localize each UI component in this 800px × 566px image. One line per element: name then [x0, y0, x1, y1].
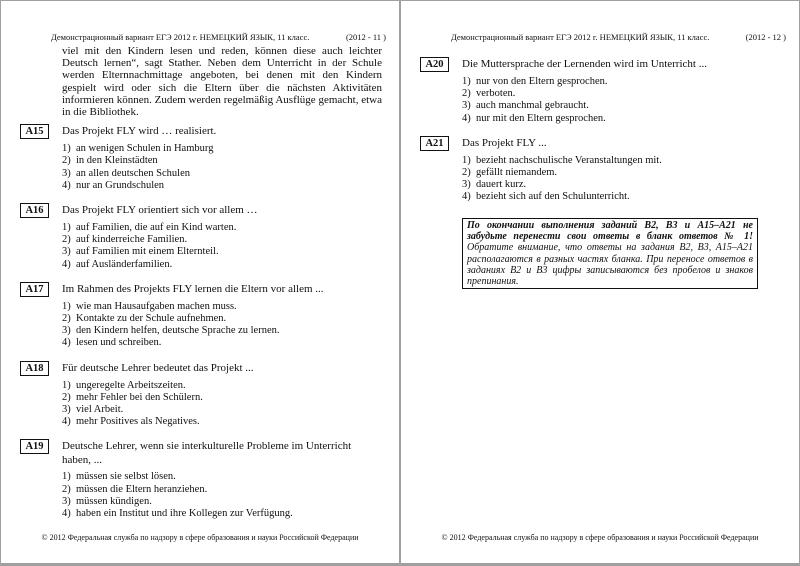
question-id: A16	[20, 203, 49, 218]
question-id: A20	[420, 57, 449, 72]
option-text: bezieht sich auf den Schulunterricht.	[476, 191, 630, 203]
question-a17	[20, 282, 382, 350]
option-list	[462, 155, 782, 204]
option-text: mehr Fehler bei den Schülern.	[76, 391, 203, 403]
question-header	[20, 282, 382, 297]
question-text: Das Projekt FLY ...	[462, 136, 547, 149]
option-item	[62, 143, 382, 155]
page-footer: © 2012 Федеральная служба по надзору в сфере образования и науки Российской Федерации	[441, 533, 759, 542]
option-text: Kontakte zu der Schule aufnehmen.	[76, 313, 227, 325]
option-item	[462, 179, 782, 191]
option-number: 2)	[62, 391, 71, 403]
option-item	[62, 392, 382, 404]
option-number: 2)	[62, 483, 71, 495]
question-a15	[20, 124, 382, 192]
question-a16	[20, 203, 382, 271]
page-number: (2012 - 12 )	[745, 32, 786, 42]
option-list	[62, 143, 382, 192]
option-text: auch manchmal gebraucht.	[476, 100, 589, 112]
option-item	[462, 155, 782, 167]
page-header-row	[51, 32, 386, 42]
option-text: auf kinderreiche Familien.	[76, 234, 188, 246]
option-text: nur von den Eltern gesprochen.	[476, 76, 608, 87]
option-item	[62, 404, 382, 416]
page-footer: © 2012 Федеральная служба по надзору в сфере образования и науки Российской Федерации	[41, 533, 359, 542]
option-number: 1)	[62, 379, 71, 391]
option-item	[62, 484, 382, 496]
option-number: 2)	[62, 234, 71, 246]
question-id: A18	[20, 361, 49, 376]
option-text: nur an Grundschulen	[76, 179, 165, 191]
option-item	[62, 325, 382, 337]
option-item	[462, 76, 782, 88]
question-text: Für deutsche Lehrer bedeutet das Projekt ...	[62, 361, 254, 374]
question-header	[20, 361, 382, 376]
question-id: A17	[20, 282, 49, 297]
option-number: 1)	[462, 154, 471, 166]
option-item	[62, 508, 382, 520]
option-item	[462, 100, 782, 112]
option-item	[462, 113, 782, 125]
question-header	[20, 124, 382, 139]
option-number: 1)	[62, 222, 71, 234]
instruction-text: Обратите внимание, что ответы на задания B2, B3, A15–A21 располагаются в разных частях бланка. При переносе ответов в заданиях B2 и B3 цифры записываются без пробелов и знаков препинания.	[467, 242, 753, 288]
option-item	[462, 167, 782, 179]
option-number: 3)	[62, 167, 71, 179]
option-item	[462, 88, 782, 100]
option-item	[62, 337, 382, 349]
option-number: 1)	[62, 300, 71, 312]
option-text: dauert kurz.	[476, 179, 527, 191]
option-text: auf Familien mit einem Elternteil.	[76, 246, 219, 258]
question-header	[20, 439, 382, 467]
option-text: lesen und schreiben.	[76, 337, 162, 349]
option-text: viel Arbeit.	[76, 404, 124, 416]
question-id: A15	[20, 124, 49, 139]
option-number: 4)	[62, 508, 71, 520]
option-text: müssen kündigen.	[76, 495, 152, 507]
option-item	[62, 168, 382, 180]
page-header: Демонстрационный вариант ЕГЭ 2012 г. НЕМЕЦКИЙ ЯЗЫК, 11 класс.	[51, 32, 310, 42]
option-number: 1)	[462, 76, 471, 87]
option-list	[62, 301, 382, 350]
question-a21	[420, 136, 782, 204]
option-number: 4)	[62, 258, 71, 270]
option-item	[62, 234, 382, 246]
option-item	[62, 471, 382, 483]
option-text: müssen die Eltern heranziehen.	[76, 483, 208, 495]
question-text: Das Projekt FLY orientiert sich vor allem …	[62, 204, 258, 217]
option-text: mehr Positives als Negatives.	[76, 416, 200, 428]
option-text: wie man Hausaufgaben machen muss.	[76, 300, 237, 312]
option-number: 4)	[62, 179, 71, 191]
page-content	[20, 45, 382, 531]
option-number: 3)	[462, 179, 471, 191]
option-text: müssen sie selbst lösen.	[76, 471, 176, 483]
option-number: 4)	[462, 112, 471, 124]
option-item	[62, 301, 382, 313]
option-item	[62, 155, 382, 167]
option-number: 4)	[62, 416, 71, 428]
question-text: Deutsche Lehrer, wenn sie interkulturelle Probleme im Unterricht haben, ...	[62, 440, 352, 467]
option-text: in den Kleinstädten	[76, 155, 158, 167]
question-a20	[420, 57, 782, 125]
option-number: 2)	[462, 88, 471, 100]
option-item	[462, 191, 782, 203]
option-text: an wenigen Schulen in Hamburg	[76, 143, 214, 155]
page-right	[401, 1, 799, 563]
question-a19	[20, 439, 382, 520]
option-number: 3)	[62, 495, 71, 507]
option-number: 3)	[62, 325, 71, 337]
option-text: haben ein Institut und ihre Kollegen zur Verfügung.	[76, 508, 293, 520]
question-header	[20, 203, 382, 218]
option-item	[62, 222, 382, 234]
option-number: 1)	[62, 471, 71, 483]
option-item	[62, 496, 382, 508]
option-number: 4)	[462, 191, 471, 203]
option-item	[62, 180, 382, 192]
option-item	[62, 246, 382, 258]
option-text: gefällt niemandem.	[476, 167, 558, 179]
option-number: 2)	[62, 155, 71, 167]
instruction-box	[462, 218, 758, 290]
option-text: auf Familien, die auf ein Kind warten.	[76, 222, 237, 234]
option-number: 2)	[62, 313, 71, 325]
option-number: 1)	[62, 143, 71, 155]
option-list	[462, 76, 782, 125]
question-text: Im Rahmen des Projekts FLY lernen die Eltern vor allem ...	[62, 282, 324, 295]
option-number: 3)	[462, 100, 471, 112]
option-list	[62, 380, 382, 429]
option-text: ungeregelte Arbeitszeiten.	[76, 379, 186, 391]
question-id: A19	[20, 439, 49, 454]
option-text: bezieht nachschulische Veranstaltungen mit.	[476, 154, 662, 166]
text-paragraph: viel mit den Kindern lesen und reden, können diese auch leichter Deutsch lernen“, sagt Stather. Neben dem Unterricht in der Schule werden Elternnachmittage angeboten, bei denen mit den Kindern gespielt wird oder sich die Eltern über die nächsten Aktivitäten informieren können. Zudem werden regelmäßig Ausflüge gemacht, etwa in die Bibliothek.	[62, 45, 382, 119]
question-id: A21	[420, 136, 449, 151]
page-header-row	[451, 32, 786, 42]
option-number: 2)	[462, 167, 471, 179]
option-number: 3)	[62, 404, 71, 416]
page-left	[1, 1, 399, 563]
option-list	[62, 222, 382, 271]
option-text: den Kindern helfen, deutsche Sprache zu lernen.	[76, 325, 280, 337]
question-a18	[20, 361, 382, 429]
question-header	[420, 136, 782, 151]
question-text: Das Projekt FLY wird … realisiert.	[62, 125, 217, 138]
option-number: 3)	[62, 246, 71, 258]
option-list	[62, 471, 382, 520]
option-text: auf Ausländerfamilien.	[76, 258, 173, 270]
option-item	[62, 313, 382, 325]
option-item	[62, 380, 382, 392]
question-header	[420, 57, 782, 72]
option-number: 4)	[62, 337, 71, 349]
page-number: (2012 - 11 )	[345, 32, 386, 42]
option-item	[62, 416, 382, 428]
option-text: verboten.	[476, 88, 516, 100]
option-item	[62, 259, 382, 271]
option-text: an allen deutschen Schulen	[76, 167, 191, 179]
page-content	[420, 57, 782, 289]
option-text: nur mit den Eltern gesprochen.	[476, 112, 606, 124]
page-header: Демонстрационный вариант ЕГЭ 2012 г. НЕМЕЦКИЙ ЯЗЫК, 11 класс.	[451, 32, 710, 42]
instruction-bold: По окончании выполнения заданий B2, B3 и A15–A21 не забудьте перенести свои ответы в бланк ответов № 1!	[467, 219, 753, 242]
question-text: Die Muttersprache der Lernenden wird im Unterricht ...	[462, 58, 707, 70]
